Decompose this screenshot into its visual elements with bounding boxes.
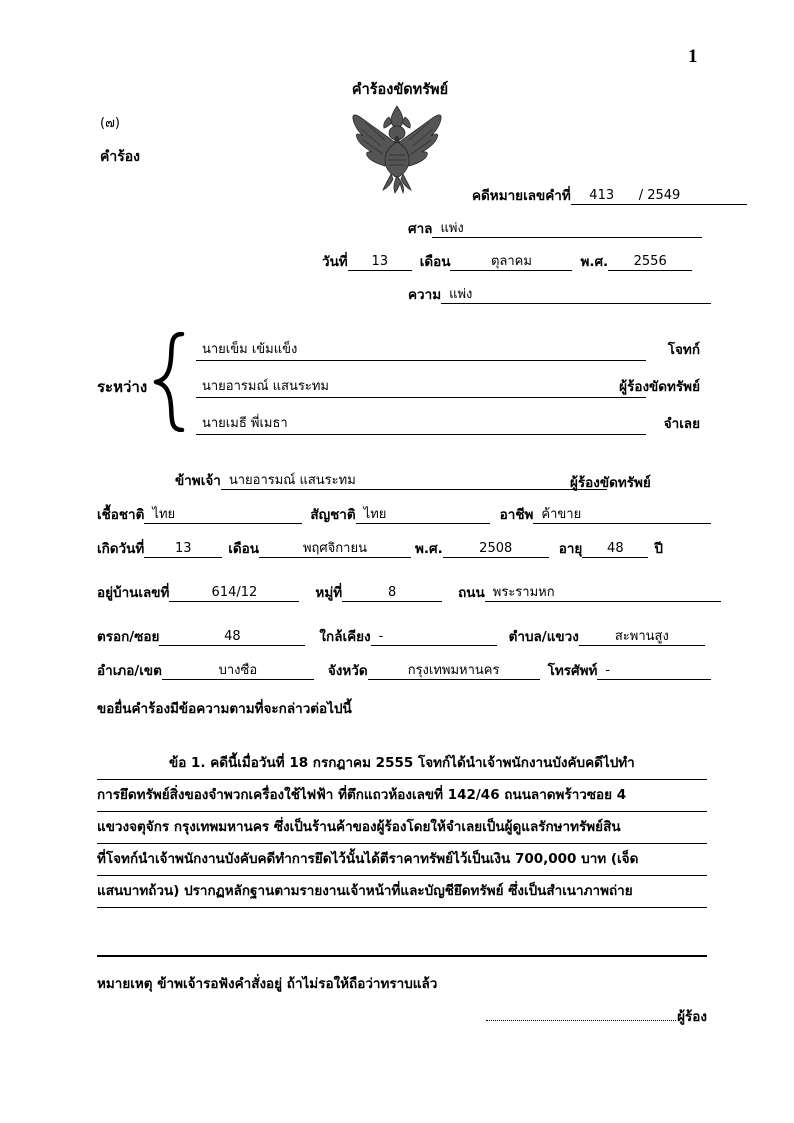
page-title-text: คำร้องขัดทรัพย์ (351, 82, 449, 98)
intro-line: ขอยื่นคำร้องมีข้อความตามที่จะกล่าวต่อไปนี้ (97, 701, 352, 717)
birth-day-value[interactable]: 13 (144, 540, 222, 558)
case-number-value[interactable]: 413 (571, 187, 633, 205)
court-label: ศาล (408, 221, 433, 237)
birth-year-value[interactable]: 2508 (443, 540, 549, 558)
court-row (408, 219, 702, 238)
party-plaintiff-name[interactable]: นายเข็ม เข้มแข็ง (196, 338, 646, 361)
party-plaintiff-role: โจทก์ (667, 342, 700, 358)
birth-month-value[interactable]: พฤศจิกายน (259, 540, 411, 558)
date-row (322, 252, 692, 271)
age-unit-label: ปี (654, 541, 663, 557)
declarant-self-label: ข้าพเจ้า (175, 473, 221, 489)
body-line: การยึดทรัพย์สิ่งของจำพวกเครื่องใช้ไฟฟ้า ที่ตึกแถวห้องเลขที่ 142/46 ถนนลาดพร้าวซอย 4 (97, 780, 707, 812)
occupation-label: อาชีพ (499, 507, 534, 523)
case-number-row (472, 186, 747, 205)
ethnicity-value[interactable]: ไทย (144, 506, 302, 524)
birth-row (97, 539, 663, 558)
body-line: ที่โจทก์นำเจ้าพนักงานบังคับคดีทำการยึดไว้นั้นได้ตีราคาทรัพย์ไว้เป็นเงิน 700,000 บาท (เจ็ด (97, 844, 707, 876)
phone-label: โทรศัพท์ (547, 663, 598, 679)
district-label: อำเภอ/เขต (97, 663, 162, 679)
signature-row (380, 1005, 707, 1027)
case-type-row (408, 285, 711, 304)
body-paragraph (97, 748, 707, 908)
case-type-value[interactable]: แพ่ง (441, 286, 711, 304)
party-claimant-name[interactable]: นายอารมณ์ แสนระทม (196, 375, 646, 398)
soi-label: ตรอก/ซอย (97, 629, 160, 645)
nationality-value[interactable]: ไทย (356, 506, 490, 524)
case-number-label: คดีหมายเลขคำที่ (472, 188, 571, 204)
party-defendant-name[interactable]: นายเมธี พี่เมธา (196, 412, 646, 435)
footer-note-label: หมายเหตุ (97, 976, 153, 992)
district-value[interactable]: บางซื่อ (162, 662, 314, 680)
nationality-label: สัญชาติ (310, 507, 356, 523)
occupation-value[interactable]: ค้าขาย (533, 506, 711, 524)
date-day-value[interactable]: 13 (348, 253, 412, 271)
year-label: พ.ศ. (580, 254, 609, 270)
parties-brace (152, 332, 188, 432)
signature-line[interactable] (486, 1007, 676, 1021)
date-month-value[interactable]: ตุลาคม (450, 253, 572, 271)
age-value[interactable]: 48 (582, 540, 648, 558)
page-number: 1 (688, 46, 698, 67)
footer-divider (97, 955, 707, 957)
address-row-soi (97, 627, 705, 646)
declarant-name-value[interactable]: นายอารมณ์ แสนระทม (221, 472, 607, 490)
birth-month-label: เดือน (228, 541, 259, 557)
nearby-label: ใกล้เคียง (319, 629, 371, 645)
province-label: จังหวัด (327, 663, 368, 679)
form-code: (๗) (100, 116, 120, 131)
nearby-value[interactable]: - (371, 628, 497, 646)
month-label: เดือน (419, 254, 451, 270)
body-line: แขวงจตุจักร กรุงเทพมหานคร ซึ่งเป็นร้านค้าของผู้ร้องโดยให้จำเลยเป็นผู้ดูแลรักษาทรัพย์สิน (97, 812, 707, 844)
house-number-label: อยู่บ้านเลขที่ (97, 585, 170, 601)
ethnicity-row (97, 505, 711, 524)
party-claimant-role: ผู้ร้องขัดทรัพย์ (619, 379, 700, 395)
phone-value[interactable]: - (597, 662, 711, 680)
soi-value[interactable]: 48 (159, 628, 305, 646)
province-value[interactable]: กรุงเทพมหานคร (368, 662, 540, 680)
garuda-emblem (347, 100, 447, 195)
case-year-value[interactable]: / 2549 (633, 187, 747, 205)
signature-role-label: ผู้ร้อง (677, 1009, 707, 1025)
between-label: ระหว่าง (97, 378, 148, 396)
birth-date-label: เกิดวันที่ (97, 541, 145, 557)
declarant-row (175, 471, 607, 490)
road-label: ถนน (458, 585, 485, 601)
address-row-house (97, 583, 721, 602)
subdistrict-label: ตำบล/แขวง (508, 629, 579, 645)
address-row-district (97, 661, 711, 680)
date-label: วันที่ (322, 254, 348, 270)
birth-year-label: พ.ศ. (414, 541, 443, 557)
footer-note (97, 972, 437, 994)
body-line: ข้อ 1. คดีนี้เมื่อวันที่ 18 กรกฎาคม 2555 โจทก์ได้นำเจ้าพนักงานบังคับคดีไปทำ (97, 748, 707, 780)
subdistrict-value[interactable]: สะพานสูง (579, 628, 705, 646)
form-kind-label: คำร้อง (100, 149, 140, 165)
page-title (0, 78, 794, 101)
moo-label: หมู่ที่ (315, 585, 343, 601)
footer-note-text: ข้าพเจ้ารอฟังคำสั่งอยู่ ถ้าไม่รอให้ถือว่าทราบแล้ว (157, 976, 438, 992)
court-value[interactable]: แพ่ง (432, 220, 702, 238)
road-value[interactable]: พระรามหก (485, 584, 721, 602)
house-number-value[interactable]: 614/12 (169, 584, 299, 602)
case-type-label: ความ (408, 287, 442, 303)
moo-value[interactable]: 8 (342, 584, 442, 602)
age-label: อายุ (558, 541, 583, 557)
body-line: แสนบาทถ้วน) ปรากฏหลักฐานตามรายงานเจ้าหน้าที่และบัญชียึดทรัพย์ ซึ่งเป็นสำเนาภาพถ่าย (97, 876, 707, 908)
date-year-value[interactable]: 2556 (608, 253, 692, 271)
declarant-role: ผู้ร้องขัดทรัพย์ (570, 475, 651, 491)
party-defendant-role: จำเลย (663, 416, 700, 432)
ethnicity-label: เชื้อชาติ (97, 507, 145, 523)
